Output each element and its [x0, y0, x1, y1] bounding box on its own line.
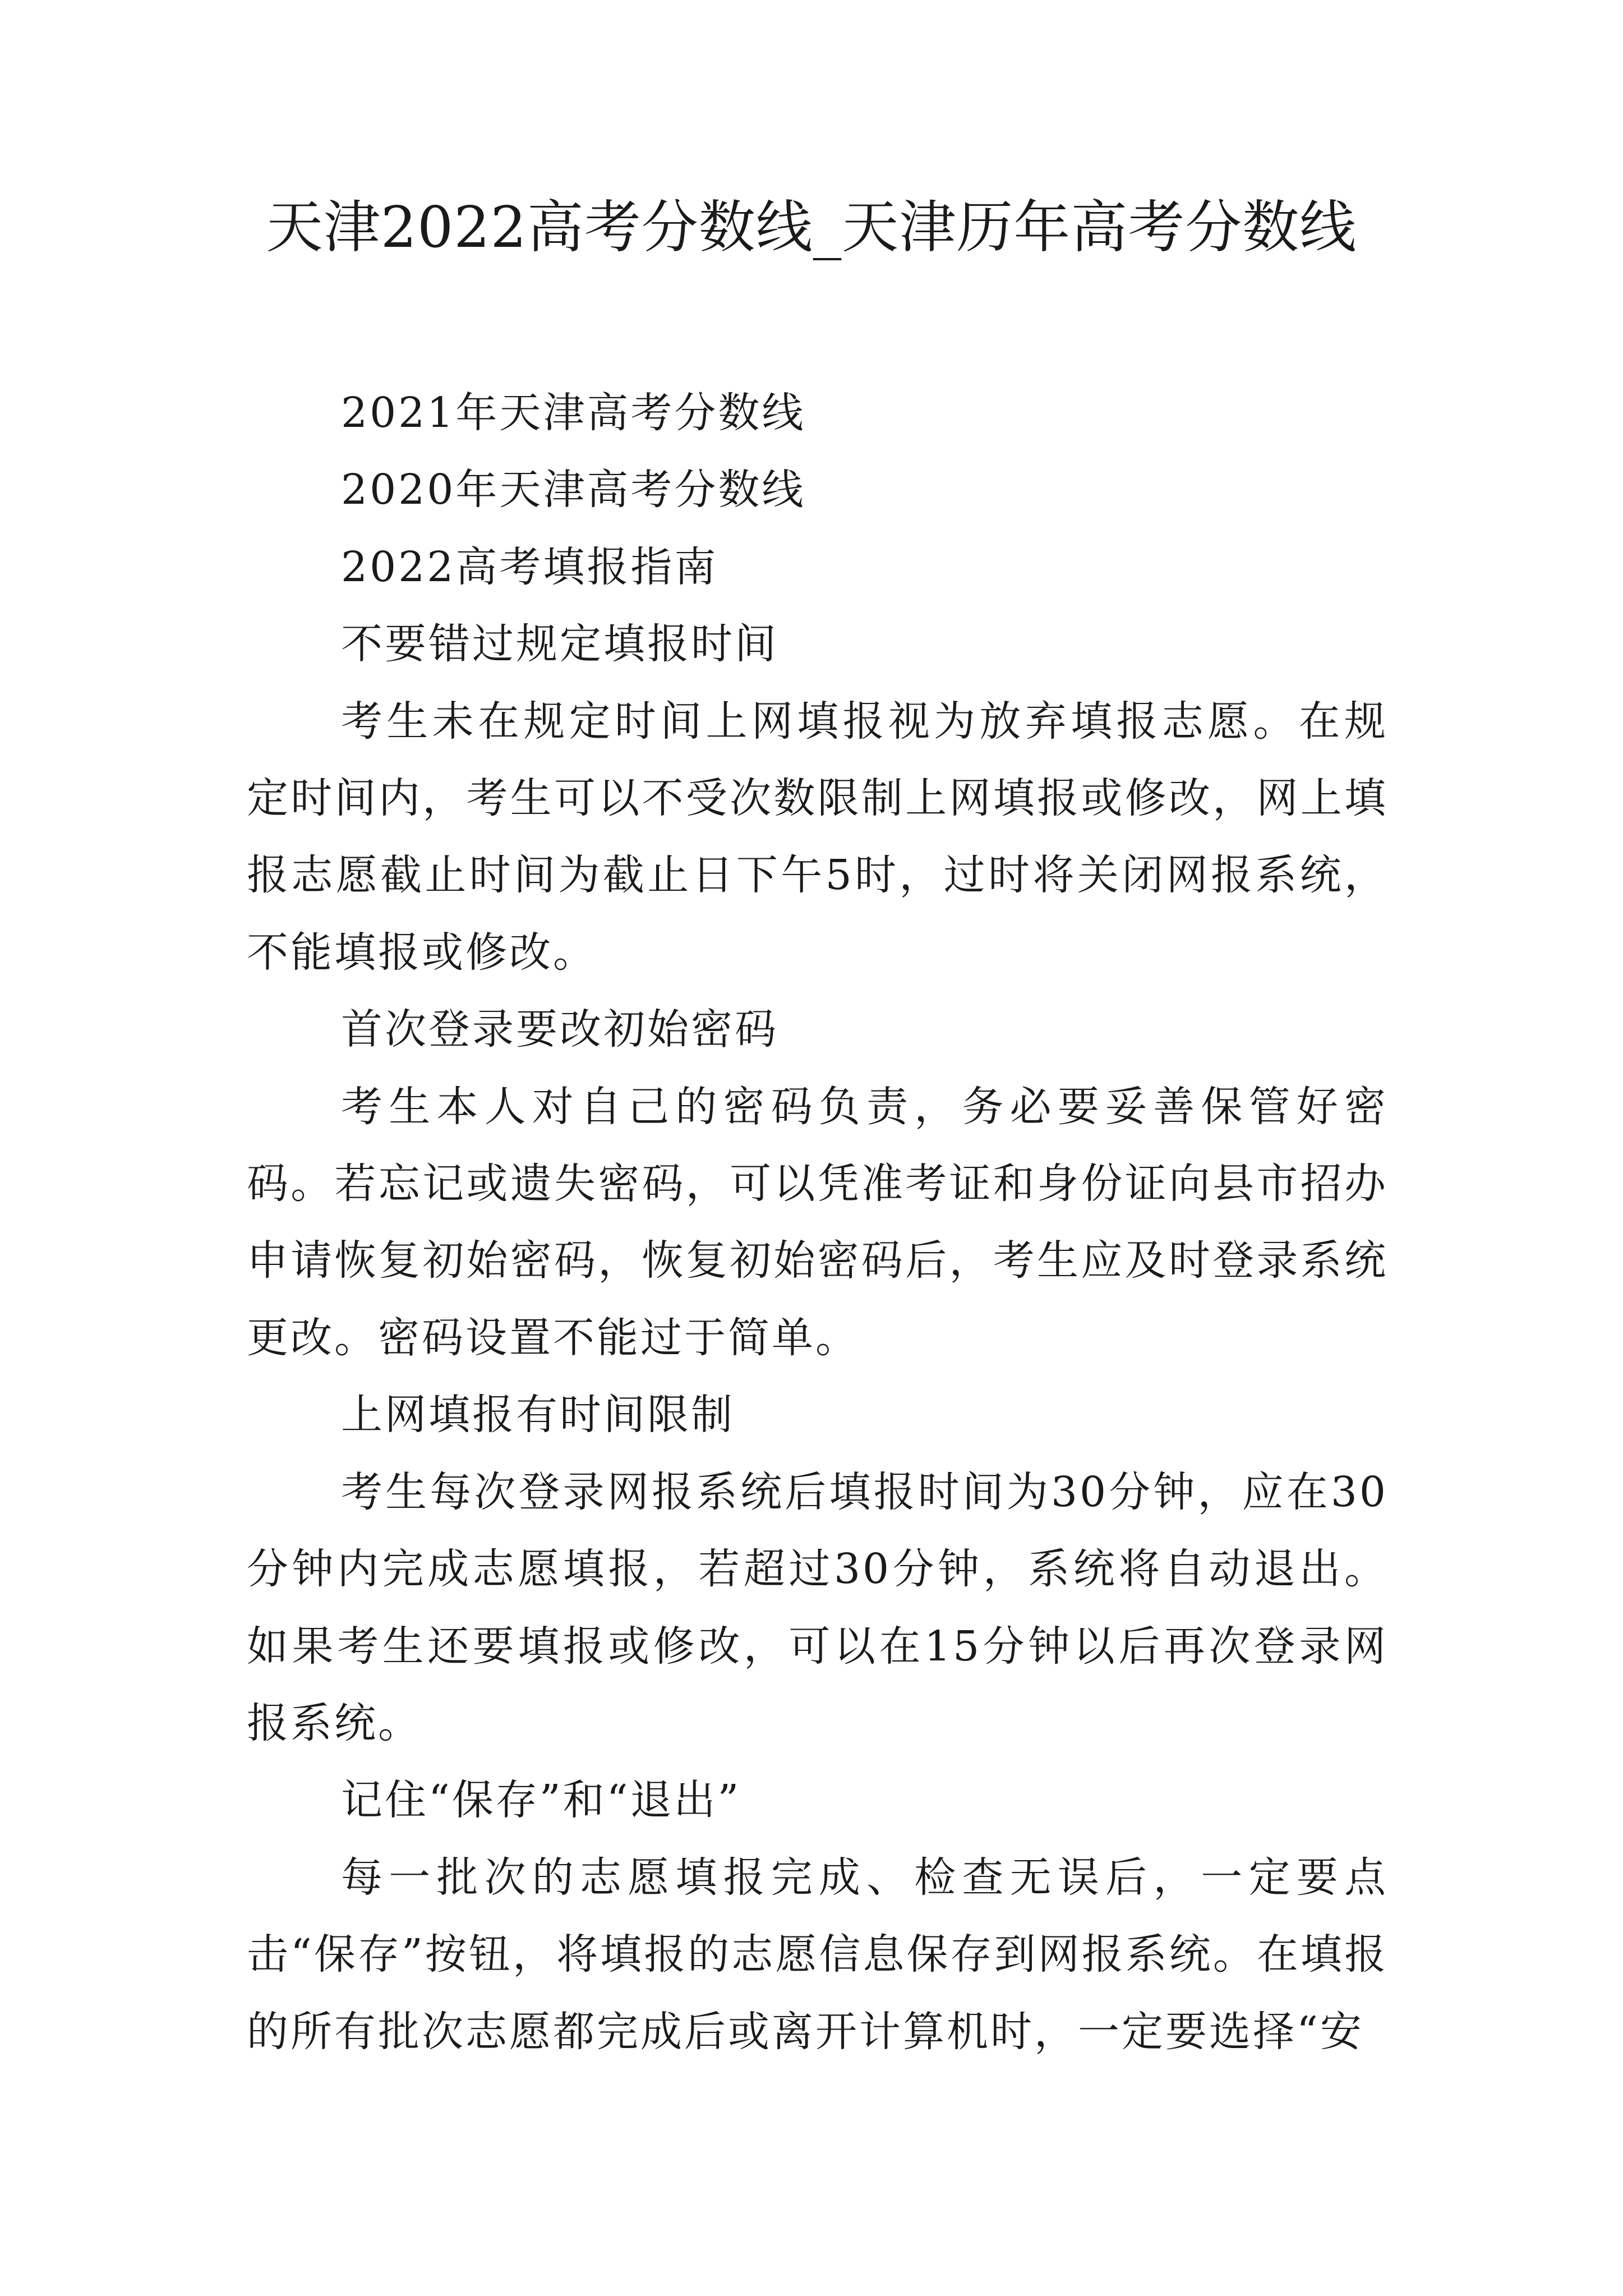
section-heading-save-exit: 记住“保存”和“退出”	[341, 1776, 741, 1825]
link-2020-score-line: 2020年天津高考分数线	[341, 466, 806, 514]
paragraph-time-limit: 考生每次登录网报系统后填报时间为30分钟，应在30分钟内完成志愿填报，若超过30分钟，系统将自动退出。如果考生还要填报或修改，可以在15分钟以后再次登录网报系统。	[247, 1467, 1388, 1747]
section-heading-password: 首次登录要改初始密码	[341, 1005, 778, 1054]
section-heading-guide: 2022高考填报指南	[341, 542, 718, 591]
paragraph-save-exit: 每一批次的志愿填报完成、检查无误后，一定要点击“保存”按钮，将填报的志愿信息保存到网报系统。在填报的所有批次志愿都完成后或离开计算机时，一定要选择“安	[247, 1853, 1388, 2056]
document-title: 天津2022高考分数线_天津历年高考分数线	[266, 194, 1357, 260]
paragraph-password: 考生本人对自己的密码负责，务必要妥善保管好密码。若忘记或遗失密码，可以凭准考证和身份证向县市招办申请恢复初始密码，恢复初始密码后，考生应及时登录系统更改。密码设置不能过于简单。	[247, 1082, 1388, 1362]
section-heading-deadline: 不要错过规定填报时间	[341, 620, 778, 669]
paragraph-deadline: 考生未在规定时间上网填报视为放弃填报志愿。在规定时间内，考生可以不受次数限制上网填报或修改，网上填报志愿截止时间为截止日下午5时，过时将关闭网报系统，不能填报或修改。	[247, 697, 1388, 977]
section-heading-time-limit: 上网填报有时间限制	[341, 1391, 735, 1439]
document-body	[247, 375, 1388, 2070]
link-2021-score-line: 2021年天津高考分数线	[341, 389, 806, 437]
